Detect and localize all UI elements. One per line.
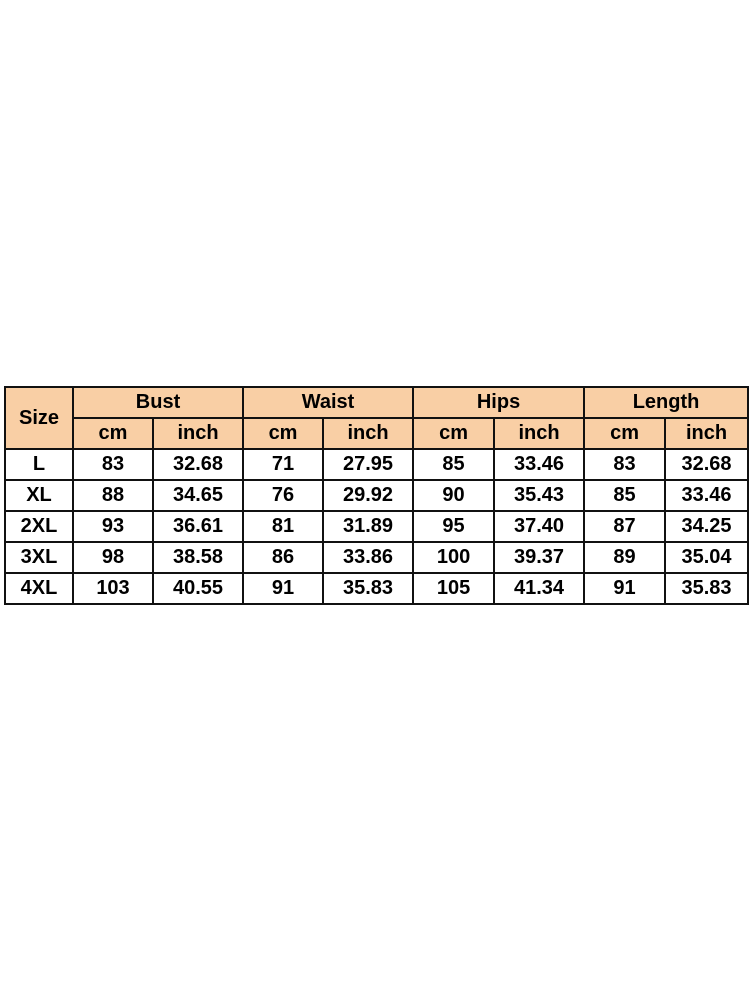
measurement-cell: 90 bbox=[413, 480, 494, 511]
size-cell: XL bbox=[5, 480, 73, 511]
table-row bbox=[5, 542, 748, 573]
measurement-cell: 87 bbox=[584, 511, 665, 542]
measurement-cell: 35.04 bbox=[665, 542, 748, 573]
measurement-cell: 95 bbox=[413, 511, 494, 542]
measurement-cell: 81 bbox=[243, 511, 323, 542]
hips-header: Hips bbox=[413, 387, 584, 418]
measurement-cell: 37.40 bbox=[494, 511, 584, 542]
measurement-cell: 93 bbox=[73, 511, 153, 542]
table-body bbox=[5, 449, 748, 604]
measurement-cell: 34.65 bbox=[153, 480, 243, 511]
measurement-cell: 36.61 bbox=[153, 511, 243, 542]
measurement-cell: 39.37 bbox=[494, 542, 584, 573]
unit-header-inch: inch bbox=[665, 418, 748, 449]
measurement-cell: 89 bbox=[584, 542, 665, 573]
measurement-cell: 86 bbox=[243, 542, 323, 573]
measurement-cell: 40.55 bbox=[153, 573, 243, 604]
measurement-cell: 91 bbox=[243, 573, 323, 604]
unit-header-inch: inch bbox=[323, 418, 413, 449]
table-row bbox=[5, 449, 748, 480]
measurement-cell: 32.68 bbox=[153, 449, 243, 480]
measurement-cell: 71 bbox=[243, 449, 323, 480]
measurement-cell: 33.46 bbox=[665, 480, 748, 511]
measurement-cell: 103 bbox=[73, 573, 153, 604]
unit-header-cm: cm bbox=[584, 418, 665, 449]
group-header-row bbox=[5, 387, 748, 418]
measurement-cell: 85 bbox=[413, 449, 494, 480]
measurement-cell: 32.68 bbox=[665, 449, 748, 480]
size-header: Size bbox=[5, 387, 73, 449]
measurement-cell: 33.86 bbox=[323, 542, 413, 573]
measurement-cell: 91 bbox=[584, 573, 665, 604]
unit-header-cm: cm bbox=[73, 418, 153, 449]
measurement-cell: 31.89 bbox=[323, 511, 413, 542]
unit-header-row bbox=[5, 418, 748, 449]
table-row bbox=[5, 511, 748, 542]
measurement-cell: 35.43 bbox=[494, 480, 584, 511]
measurement-cell: 98 bbox=[73, 542, 153, 573]
measurement-cell: 83 bbox=[584, 449, 665, 480]
table-row bbox=[5, 480, 748, 511]
measurement-cell: 41.34 bbox=[494, 573, 584, 604]
measurement-cell: 29.92 bbox=[323, 480, 413, 511]
measurement-cell: 85 bbox=[584, 480, 665, 511]
measurement-cell: 76 bbox=[243, 480, 323, 511]
size-cell: 3XL bbox=[5, 542, 73, 573]
unit-header-inch: inch bbox=[153, 418, 243, 449]
unit-header-cm: cm bbox=[413, 418, 494, 449]
measurement-cell: 105 bbox=[413, 573, 494, 604]
measurement-cell: 35.83 bbox=[665, 573, 748, 604]
measurement-cell: 35.83 bbox=[323, 573, 413, 604]
bust-header: Bust bbox=[73, 387, 243, 418]
measurement-cell: 83 bbox=[73, 449, 153, 480]
measurement-cell: 100 bbox=[413, 542, 494, 573]
size-cell: L bbox=[5, 449, 73, 480]
size-cell: 2XL bbox=[5, 511, 73, 542]
waist-header: Waist bbox=[243, 387, 413, 418]
size-cell: 4XL bbox=[5, 573, 73, 604]
measurement-cell: 27.95 bbox=[323, 449, 413, 480]
unit-header-cm: cm bbox=[243, 418, 323, 449]
measurement-cell: 34.25 bbox=[665, 511, 748, 542]
table-row bbox=[5, 573, 748, 604]
measurement-cell: 88 bbox=[73, 480, 153, 511]
measurement-cell: 33.46 bbox=[494, 449, 584, 480]
unit-header-inch: inch bbox=[494, 418, 584, 449]
measurement-cell: 38.58 bbox=[153, 542, 243, 573]
size-chart-table bbox=[4, 386, 749, 605]
length-header: Length bbox=[584, 387, 748, 418]
